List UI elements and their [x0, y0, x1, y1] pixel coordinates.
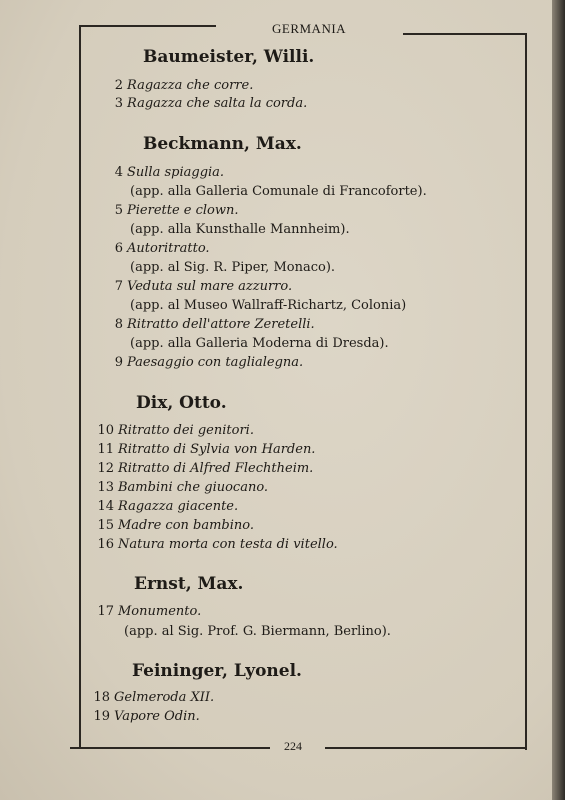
- entry-number: 15: [97, 518, 114, 533]
- artist-heading-baumeister: Baumeister, Willi.: [143, 47, 315, 67]
- entry-number: 5: [114, 203, 123, 218]
- top-rule-left: [79, 25, 216, 27]
- entry-number: 18: [93, 690, 110, 705]
- entry-number: 9: [114, 355, 123, 370]
- artist-heading-beckmann: Beckmann, Max.: [143, 134, 302, 154]
- entry-8-provenance: (app. alla Galleria Moderna di Dresda).: [130, 336, 389, 351]
- entry-5-provenance: (app. alla Kunsthalle Mannheim).: [130, 222, 350, 237]
- entry-title: Madre con bambino.: [118, 518, 255, 533]
- entry-10: [96, 423, 254, 438]
- entry-number: 14: [97, 499, 114, 514]
- entry-7: [105, 279, 292, 294]
- entry-title: Ritratto di Sylvia von Harden.: [118, 442, 316, 457]
- entry-number: 16: [97, 537, 114, 552]
- entry-15: [96, 518, 254, 533]
- entry-title: Veduta sul mare azzurro.: [127, 279, 293, 294]
- entry-13: [96, 480, 268, 495]
- entry-title: Ragazza che salta la corda.: [127, 96, 308, 111]
- entry-number: 7: [114, 279, 123, 294]
- entry-number: 10: [97, 423, 114, 438]
- entry-2: [105, 78, 253, 93]
- entry-title: Autoritratto.: [127, 241, 210, 256]
- entry-17: [96, 604, 201, 619]
- entry-6: [105, 241, 210, 256]
- entry-4-provenance: (app. alla Galleria Comunale di Francoforte).: [130, 184, 427, 199]
- entry-title: Ritratto dell'attore Zeretelli.: [127, 317, 315, 332]
- entry-title: Ragazza giacente.: [118, 499, 239, 514]
- entry-number: 6: [114, 241, 123, 256]
- entry-3: [105, 96, 307, 111]
- entry-title: Vapore Odin.: [114, 709, 200, 724]
- artist-heading-dix: Dix, Otto.: [136, 393, 227, 413]
- entry-6-provenance: (app. al Sig. R. Piper, Monaco).: [130, 260, 336, 275]
- artist-heading-feininger: Feininger, Lyonel.: [132, 661, 302, 681]
- entry-11: [96, 442, 315, 457]
- running-header: GERMANIA: [272, 21, 347, 36]
- entry-title: Ritratto dei genitori.: [118, 423, 254, 438]
- entry-title: Monumento.: [118, 604, 202, 619]
- entry-16: [96, 537, 338, 552]
- entry-number: 13: [97, 480, 114, 495]
- book-spine-shadow: [552, 0, 565, 800]
- entry-5: [105, 203, 239, 218]
- entry-number: 8: [114, 317, 123, 332]
- entry-number: 2: [114, 78, 123, 93]
- entry-14: [96, 499, 238, 514]
- entry-title: Gelmeroda XII.: [114, 690, 215, 705]
- entry-title: Bambini che giuocano.: [118, 480, 269, 495]
- entry-19: [92, 709, 200, 724]
- entry-title: Sulla spiaggia.: [127, 165, 225, 180]
- entry-number: 3: [114, 96, 123, 111]
- top-rule-right: [403, 33, 527, 35]
- frame-right-rule: [525, 34, 527, 750]
- entry-12: [96, 461, 313, 476]
- entry-8: [105, 317, 315, 332]
- bottom-rule-right: [325, 747, 525, 749]
- entry-4: [105, 165, 224, 180]
- entry-number: 17: [97, 604, 114, 619]
- entry-title: Ragazza che corre.: [127, 78, 254, 93]
- entry-7-provenance: (app. al Museo Wallraff-Richartz, Colonia): [130, 298, 407, 313]
- entry-number: 11: [97, 442, 114, 457]
- entry-title: Natura morta con testa di vitello.: [118, 537, 338, 552]
- entry-title: Pierette e clown.: [127, 203, 239, 218]
- entry-number: 4: [114, 165, 123, 180]
- page-number: 224: [284, 739, 302, 753]
- entry-title: Paesaggio con taglialegna.: [127, 355, 304, 370]
- entry-18: [92, 690, 214, 705]
- artist-heading-ernst: Ernst, Max.: [134, 574, 244, 594]
- entry-17-provenance: (app. al Sig. Prof. G. Biermann, Berlino).: [124, 624, 391, 639]
- bottom-rule-left: [70, 747, 270, 749]
- entry-number: 19: [93, 709, 110, 724]
- entry-number: 12: [97, 461, 114, 476]
- frame-left-rule: [79, 26, 81, 748]
- entry-title: Ritratto di Alfred Flechtheim.: [118, 461, 314, 476]
- entry-9: [105, 355, 303, 370]
